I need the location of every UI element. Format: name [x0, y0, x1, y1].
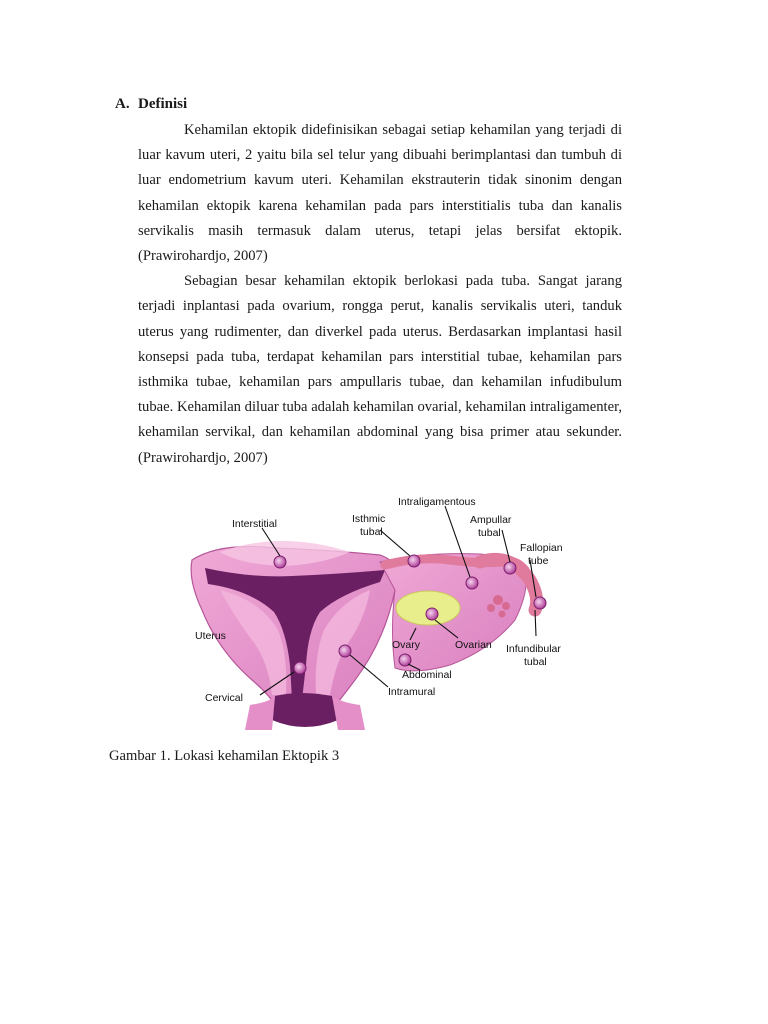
- label-abdominal: Abdominal: [402, 669, 452, 681]
- site-intraligamentous: [466, 577, 478, 589]
- cervix: [272, 693, 338, 727]
- site-infundibular: [534, 597, 546, 609]
- site-cervical: [294, 662, 306, 674]
- section-title: Definisi: [138, 96, 188, 112]
- paragraph-2: Sebagian besar kehamilan ektopik berlokasi pada tuba. Sangat jarang terjadi inplantasi pada ovarium, rongga perut, kanalis servikalis uteri, tanduk uterus yang rudimenter, dan diverkel pada uterus. Berdasarkan implantasi hasil konsepsi pada tuba, terdapat kehamilan pars interstitial tubae, kehamilan pars isthmika tubae, kehamilan pars ampullaris tubae, dan kehamilan infudibulum tubae. Kehamilan diluar tuba adalah kehamilan ovarial, kehamilan intraligamenter, kehamilan servikal, dan kehamilan abdominal yang bisa primer atau sekunder.(Prawirohardjo, 2007): [138, 273, 622, 466]
- label-uterus: Uterus: [195, 630, 226, 642]
- label-ovarian: Ovarian: [455, 639, 492, 651]
- body-text: [138, 118, 622, 471]
- label-cervical: Cervical: [205, 692, 243, 704]
- label-fallopian-2: tube: [528, 555, 549, 567]
- label-ampullar-1: Ampullar: [470, 514, 512, 526]
- label-ampullar-2: tubal: [478, 527, 501, 539]
- section-heading: [115, 96, 187, 113]
- label-ovary: Ovary: [392, 639, 421, 651]
- section-number: A.: [115, 96, 130, 112]
- paragraph-1: Kehamilan ektopik didefinisikan sebagai setiap kehamilan yang terjadi di luar kavum uteri, 2 yaitu bila sel telur yang dibuahi berimplantasi dan tumbuh di luar endometrium kavum uteri. Kehamilan ekstrauterin tidak sinonim dengan kehamilan ektopik karena kehamilan pada pars interstitialis tuba dan kanalis servikalis masih termasuk dalam uterus, tetapi jelas bersifat ektopik.(Prawirohardjo, 2007): [138, 122, 622, 265]
- ovary-shape: [396, 591, 460, 625]
- site-ampullar: [504, 562, 516, 574]
- site-isthmic: [408, 555, 420, 567]
- label-interstitial: Interstitial: [232, 518, 277, 530]
- label-infundibular-2: tubal: [524, 656, 547, 668]
- anatomy-illustration: [180, 490, 590, 740]
- ectopic-pregnancy-figure: [180, 490, 590, 740]
- label-isthmic-1: Isthmic: [352, 513, 386, 525]
- figure-caption: Gambar 1. Lokasi kehamilan Ektopik 3: [109, 748, 340, 764]
- label-fallopian-1: Fallopian: [520, 542, 563, 554]
- label-intraligamentous: Intraligamentous: [398, 496, 476, 508]
- label-isthmic-2: tubal: [360, 526, 383, 538]
- site-intramural: [339, 645, 351, 657]
- site-ovarian: [426, 608, 438, 620]
- site-interstitial: [274, 556, 286, 568]
- label-infundibular-1: Infundibular: [506, 643, 561, 655]
- label-intramural: Intramural: [388, 686, 436, 698]
